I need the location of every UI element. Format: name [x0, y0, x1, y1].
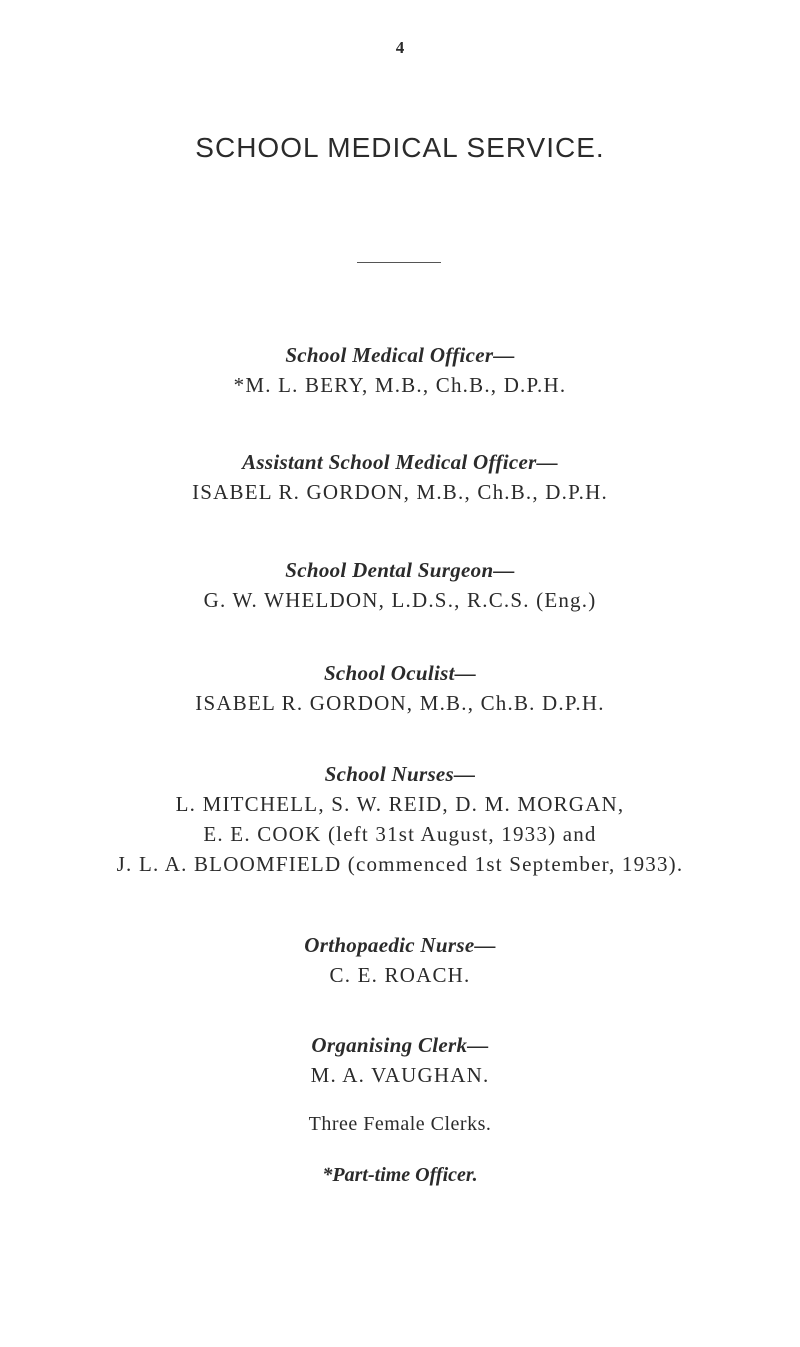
- clerks-section: [0, 1109, 800, 1139]
- medical-officer-role: School Medical Officer—: [285, 343, 515, 367]
- nurses-line-3: J. L. A. BLOOMFIELD (commenced 1st September, 1933).: [116, 852, 684, 876]
- assistant-medical-officer-name: ISABEL R. GORDON, M.B., Ch.B., D.P.H.: [192, 480, 608, 504]
- nurses-line-2: E. E. COOK (left 31st August, 1933) and: [203, 822, 597, 846]
- page-title: SCHOOL MEDICAL SERVICE.: [195, 132, 605, 163]
- organising-clerk-section: [0, 1030, 800, 1090]
- organising-clerk-name: M. A. VAUGHAN.: [310, 1063, 490, 1087]
- assistant-medical-officer-section: [0, 447, 800, 507]
- oculist-role: School Oculist—: [323, 661, 477, 685]
- assistant-medical-officer-role: Assistant School Medical Officer—: [242, 450, 558, 474]
- dental-surgeon-name: G. W. WHELDON, L.D.S., R.C.S. (Eng.): [203, 588, 597, 612]
- medical-officer-name: *M. L. BERY, M.B., Ch.B., D.P.H.: [233, 373, 567, 397]
- orthopaedic-nurse-section: [0, 930, 800, 990]
- medical-officer-section: [0, 340, 800, 400]
- oculist-section: [0, 658, 800, 718]
- part-time-footnote: *Part-time Officer.: [322, 1164, 478, 1186]
- oculist-name: ISABEL R. GORDON, M.B., Ch.B. D.P.H.: [195, 691, 605, 715]
- orthopaedic-nurse-name: C. E. ROACH.: [329, 963, 471, 987]
- organising-clerk-role: Organising Clerk—: [311, 1033, 489, 1057]
- nurses-section: [0, 759, 800, 879]
- nurses-role: School Nurses—: [324, 762, 476, 786]
- title-divider: [357, 262, 441, 263]
- dental-surgeon-role: School Dental Surgeon—: [285, 558, 515, 582]
- orthopaedic-nurse-role: Orthopaedic Nurse—: [304, 933, 496, 957]
- nurses-line-1: L. MITCHELL, S. W. REID, D. M. MORGAN,: [175, 792, 625, 816]
- page-number: 4: [395, 38, 405, 57]
- clerks-text: Three Female Clerks.: [308, 1113, 492, 1135]
- footnote-section: [0, 1160, 800, 1190]
- dental-surgeon-section: [0, 555, 800, 615]
